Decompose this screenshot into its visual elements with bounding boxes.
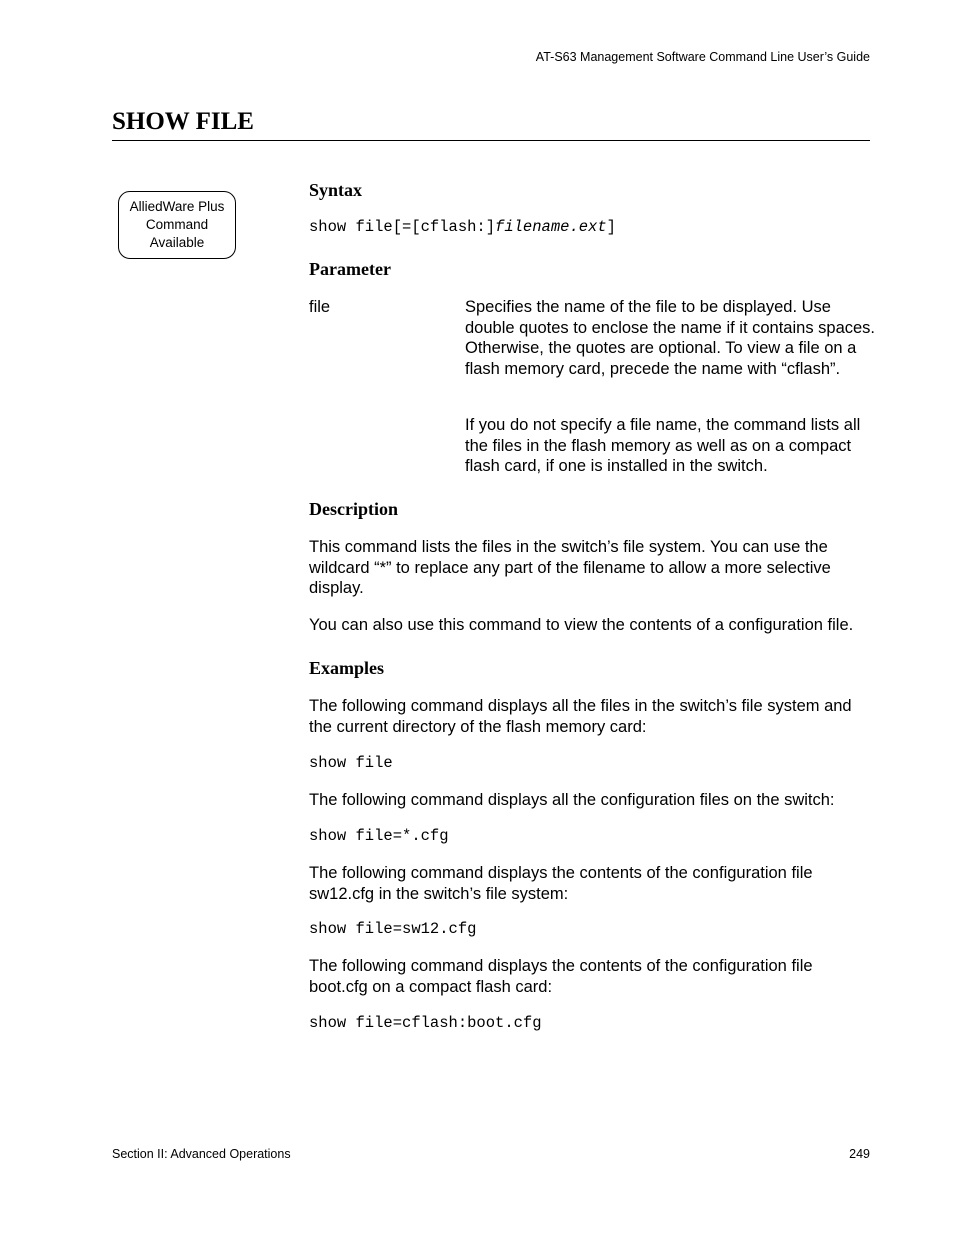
badge-line-3: Available	[149, 235, 205, 250]
parameter-description-1: Specifies the name of the file to be displayed. Use double quotes to enclose the name if it contains spaces. Otherwise, the quotes are optional. To view a file on a flash memory card, precede the name with “cflash”.	[465, 298, 876, 378]
syntax-command-suffix: ]	[606, 218, 616, 236]
page-title: SHOW FILE	[112, 108, 254, 135]
syntax-command-arg: filename.ext	[495, 218, 607, 236]
syntax-command	[309, 217, 616, 237]
alliedware-plus-badge	[118, 191, 236, 259]
examples-heading: Examples	[309, 658, 385, 678]
description-paragraph-2: You can also use this command to view the contents of a configuration file.	[309, 616, 854, 634]
parameter-description-2: If you do not specify a file name, the command lists all the files in the flash memory as well as on a compact flash card, if one is installed in the switch.	[465, 416, 861, 475]
description-paragraph-1: This command lists the files in the switch’s file system. You can use the wildcard “*” to replace any part of the filename to allow a more selective display.	[309, 538, 831, 597]
example-3-text: The following command displays the contents of the configuration file sw12.cfg in the switch’s file system:	[309, 864, 813, 903]
example-4-code: show file=cflash:boot.cfg	[309, 1014, 542, 1032]
example-1-text: The following command displays all the files in the switch’s file system and the current directory of the flash memory card:	[309, 697, 852, 736]
example-2-text: The following command displays all the configuration files on the switch:	[309, 791, 835, 809]
badge-line-1: AlliedWare Plus	[129, 199, 225, 214]
parameter-heading: Parameter	[309, 259, 391, 279]
example-1-code: show file	[309, 754, 393, 772]
syntax-command-prefix: show file[=[cflash:]	[309, 218, 496, 236]
parameter-name: file	[309, 298, 331, 316]
title-rule	[112, 140, 870, 141]
running-header: AT-S63 Management Software Command Line User’s Guide	[535, 50, 870, 64]
syntax-heading: Syntax	[309, 180, 363, 200]
page-number: 249	[849, 1147, 870, 1161]
description-heading: Description	[309, 499, 398, 519]
example-3-code: show file=sw12.cfg	[309, 920, 477, 938]
example-2-code: show file=*.cfg	[309, 827, 449, 845]
badge-line-2: Command	[145, 217, 209, 232]
footer-section: Section II: Advanced Operations	[112, 1147, 291, 1161]
example-4-text: The following command displays the contents of the configuration file boot.cfg on a compact flash card:	[309, 957, 813, 996]
